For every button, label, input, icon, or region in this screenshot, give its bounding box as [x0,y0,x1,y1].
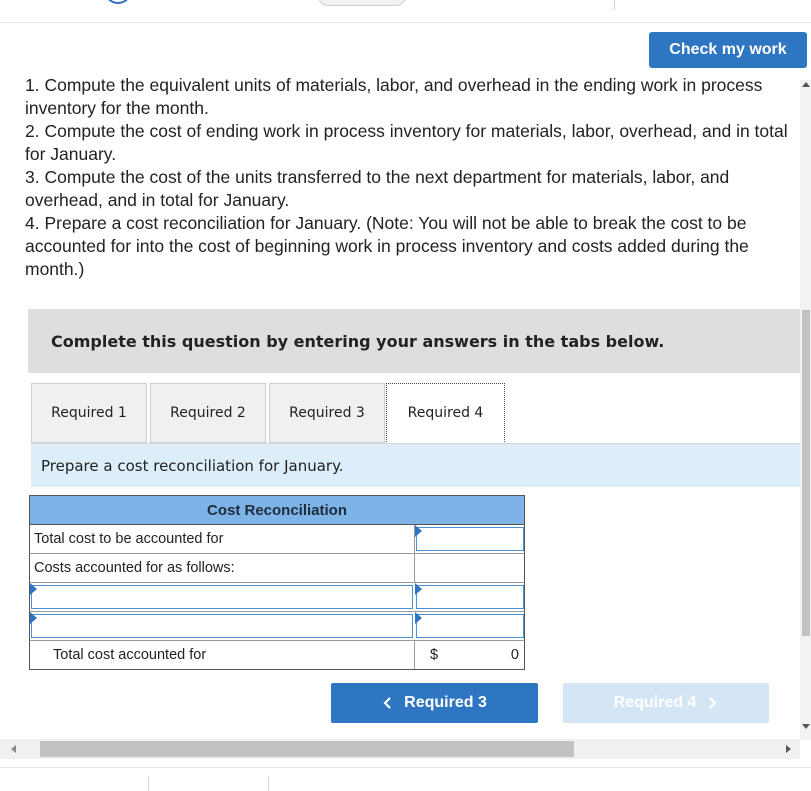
banner-text: Complete this question by entering your answers in the tabs below. [51,331,665,351]
next-required-4-button [563,683,769,723]
cost-item-1-amount-input[interactable] [416,585,524,609]
input-marker-icon [30,583,37,595]
row-label: Total cost to be accounted for [30,525,415,553]
prompt-text: Prepare a cost reconciliation for January. [41,456,344,475]
scroll-right-icon[interactable] [786,745,791,753]
currency-symbol: $ [430,647,439,663]
previous-required-3-button[interactable] [331,683,538,723]
vertical-scroll-thumb[interactable] [802,310,810,636]
amount-cell [415,554,525,582]
vertical-scrollbar[interactable] [800,80,811,740]
check-my-work-button[interactable]: Check my work [649,32,807,68]
cost-item-2-amount-input[interactable] [416,614,524,638]
input-marker-icon [30,612,37,624]
table-row [29,554,525,583]
toolbar-divider [614,0,615,10]
input-marker-icon [415,612,422,624]
scroll-down-icon[interactable] [802,724,810,729]
tab-required-4[interactable]: Required 4 [386,383,505,442]
bottom-toolbar-strip [0,767,811,791]
row-label: Total cost accounted for [30,641,415,669]
tab-required-2[interactable]: Required 2 [150,383,266,443]
instruction-2: 2. Compute the cost of ending work in process inventory for materials, labor, overhead, and in total for January. [25,121,788,164]
toolbar-divider [268,776,269,791]
horizontal-scrollbar[interactable] [0,739,800,759]
question-banner [28,309,800,373]
tab-required-3[interactable]: Required 3 [269,383,385,443]
row-label: Costs accounted for as follows: [30,554,415,582]
table-row [29,612,525,641]
table-row [29,525,525,554]
amount-cell [415,583,525,611]
cost-item-2-label-input[interactable] [31,614,413,638]
top-toolbar-strip [0,0,811,23]
total-amount-cell [415,641,525,669]
toolbar-divider [148,776,149,791]
cost-item-1-label-input[interactable] [31,585,413,609]
input-marker-icon [415,525,422,537]
progress-ring-icon [104,0,132,4]
instruction-4: 4. Prepare a cost reconciliation for January. (Note: You will not be able to break the cost to be accounted for into the cost of beginning work in process inventory and costs added during the month.) [25,213,749,279]
table-row [29,583,525,612]
tab-prompt [31,444,800,487]
chevron-left-icon [382,696,392,710]
next-label: Required 4 [613,694,697,711]
chevron-right-icon [708,696,718,710]
total-amount-value: 0 [510,647,519,663]
toolbar-pill[interactable] [318,0,406,6]
table-title: Cost Reconciliation [29,495,525,525]
amount-cell [415,525,525,553]
row-label-cell [30,612,414,640]
scroll-up-icon[interactable] [802,82,810,87]
horizontal-scroll-thumb[interactable] [40,741,574,757]
tab-required-1[interactable]: Required 1 [31,383,147,443]
instructions [25,74,795,281]
scroll-left-icon[interactable] [11,745,16,753]
instruction-1: 1. Compute the equivalent units of materials, labor, and overhead in the ending work in process inventory for the month. [25,75,763,118]
cost-reconciliation-table [29,495,525,670]
amount-cell [415,612,525,640]
instruction-3: 3. Compute the cost of the units transferred to the next department for materials, labor, and overhead, and in total for January. [25,167,730,210]
table-row [29,641,525,670]
input-marker-icon [415,583,422,595]
row-label-cell [30,583,414,611]
total-cost-to-account-input[interactable] [416,527,524,551]
previous-label: Required 3 [404,694,487,711]
